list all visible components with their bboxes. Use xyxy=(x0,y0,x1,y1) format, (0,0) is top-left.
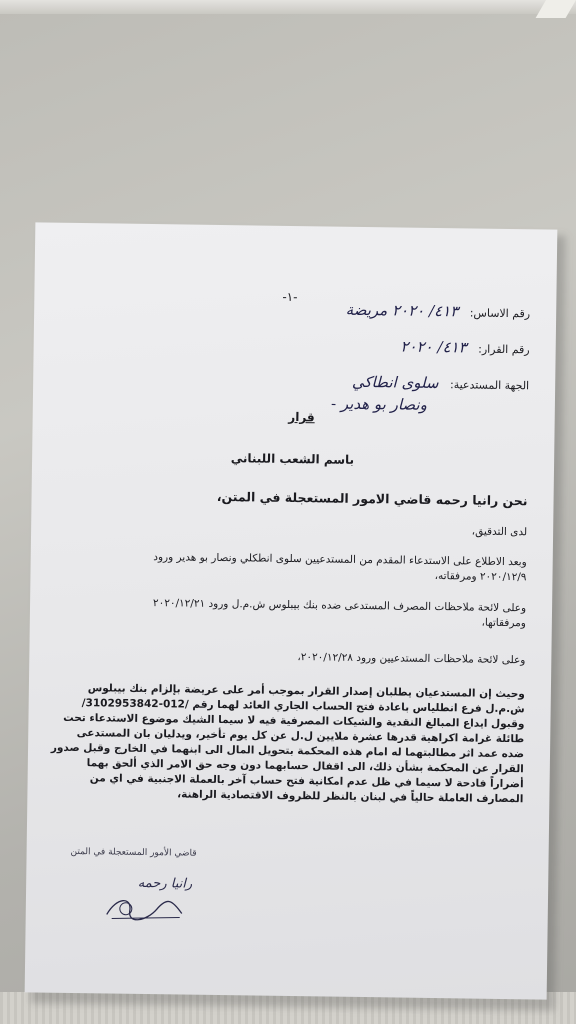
paragraph-line: طائلة غرامة اكراهية قدرها عشرة ملايين ل.ل عن كل يوم تأخير، ويدليان بان المستدعى xyxy=(76,727,525,746)
applicant-row xyxy=(352,373,530,393)
applicant-label: الجهة المستدعية: xyxy=(449,378,530,393)
bank-notes-paragraph xyxy=(153,596,527,631)
paragraph-line: وعلى لائحة ملاحظات المستدعيين ورود ٢٠٢٠/١٢/٢٨، xyxy=(297,651,526,667)
decision-number-row xyxy=(400,338,529,358)
paragraph-line: المصارف العاملة حالياً في لبنان بالنظر للظروف الاقتصادية الراهنة، xyxy=(177,788,524,806)
paragraph-line: ومرفقاتها، xyxy=(481,616,526,630)
applicant-row-2 xyxy=(331,395,435,414)
paragraph-line: أضراراً فادحة لا سيما في ظل عدم امكانية فتح حساب آخر بالعملة الاجنبية في اي من xyxy=(89,772,524,791)
paragraph-line: ضده عمد اثر مطالبتهما له امام هذه المحكمة بتحويل المال الى ابنهما في الخارج وقبل صدور xyxy=(50,741,525,761)
review-text: لدى التدقيق، xyxy=(471,525,528,539)
desk-background-top xyxy=(0,0,576,14)
basis-number-label: رقم الاساس: xyxy=(469,306,531,321)
decision-number-value: ٤١٣/ ٢٠٢٠ xyxy=(400,337,467,357)
signature-scribble-icon xyxy=(102,886,193,927)
judge-signature xyxy=(102,871,193,927)
people-heading: باسم الشعب اللبناني xyxy=(230,451,355,467)
judge-stamp: قاضي الأمور المستعجلة في المتن xyxy=(70,846,197,859)
request-paragraph xyxy=(153,550,527,585)
basis-number-row xyxy=(346,301,531,322)
review-paragraph xyxy=(472,525,528,541)
paragraph-line: ش.م.ل فرع انطلياس باعادة فتح الحساب الجاري العائد لهما رقم /012-3102953842/ xyxy=(81,697,525,716)
paragraph-line: وعلى لائحة ملاحظات المصرف المستدعى ضده بنك بيبلوس ش.م.ل ورود ٢٠٢٠/١٢/٢١ xyxy=(152,597,527,615)
judge-heading: نحن رانيا رحمه قاضي الامور المستعجلة في المتن، xyxy=(216,488,528,509)
decision-heading: قرار xyxy=(288,409,315,425)
signature-name: رانيا رحمه xyxy=(137,875,193,892)
applicant-value-2: ونصار بو هدير - xyxy=(330,394,428,414)
paragraph-line: وبعد الاطلاع على الاستدعاء المقدم من المستدعيين سلوى انطكلي ونصار بو هدير ورود xyxy=(153,551,527,569)
decision-number-label: رقم القرار: xyxy=(478,342,530,357)
page-number: -١- xyxy=(282,289,298,305)
paragraph-line: القرار عن المحكمة بشأن ذلك، الى اقفال حسابهما دون وجه حق الامر الذي ألحق بهما xyxy=(86,757,524,776)
paragraph-line: ٢٠٢٠/١٢/٩ ومرفقاته، xyxy=(434,570,527,584)
court-decision-page xyxy=(25,222,558,999)
applicant-notes-paragraph xyxy=(297,650,525,668)
paragraph-line: وحيث إن المستدعيان يطلبان إصدار القرار بموجب أمر على عريضة بإلزام بنك بيبلوس xyxy=(87,682,525,701)
main-paragraph xyxy=(50,681,525,808)
paragraph-line: وقبول ايداع المبالغ النقدية والشيكات المصرفية فيه لا سيما الشيك موضوع الاستدعاء تحت xyxy=(63,711,525,731)
applicant-value-1: سلوى انطاكي xyxy=(351,372,439,393)
basis-number-value: ٤١٣/ ٢٠٢٠ مريضة xyxy=(345,300,459,321)
